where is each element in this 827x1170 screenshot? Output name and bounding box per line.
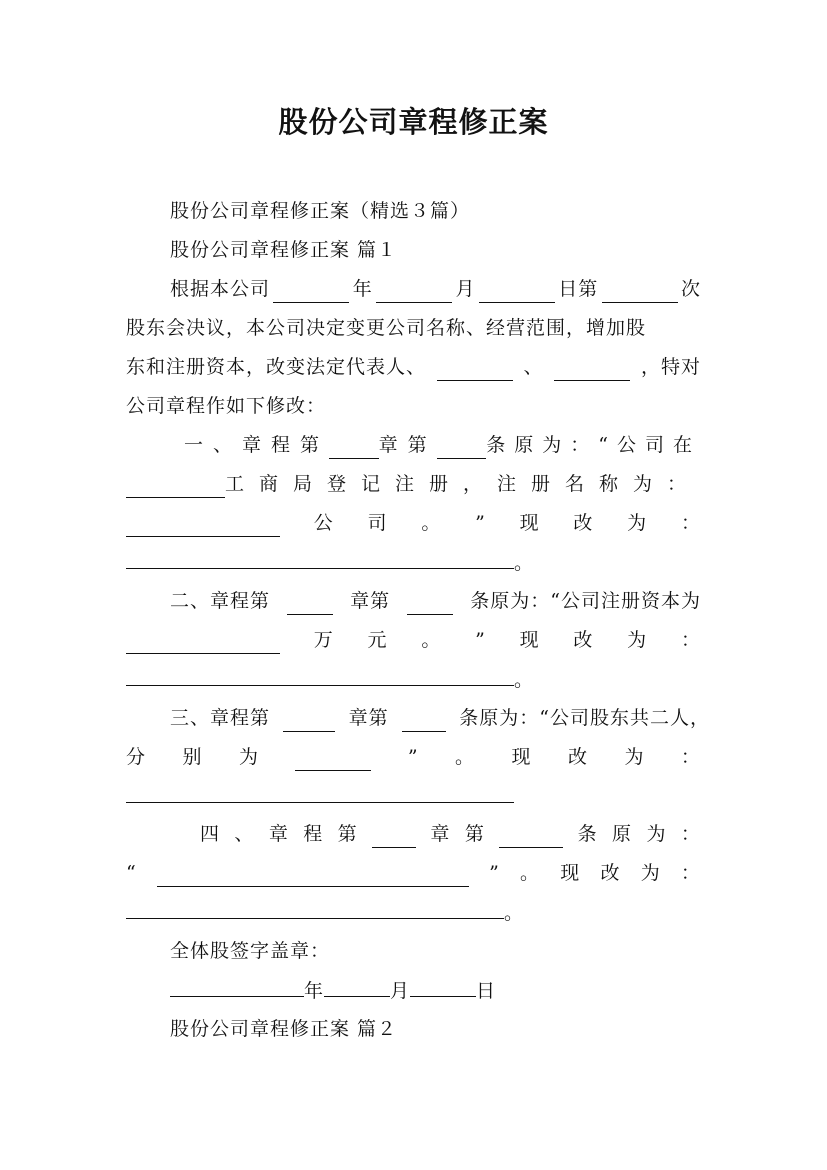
item-4-line-2 (126, 859, 701, 887)
blank-line (602, 282, 678, 303)
text: ” (475, 512, 486, 534)
text: 根据本公司 (170, 278, 271, 300)
paragraph-1-line-3 (126, 353, 701, 381)
text: 。 (514, 552, 535, 574)
text: ” (489, 862, 500, 884)
blank-line (126, 782, 514, 803)
blank-line (554, 360, 630, 381)
blank-line (402, 711, 446, 732)
blank-line (410, 976, 476, 997)
text: 程 (303, 823, 324, 845)
item-1-line-3 (126, 509, 701, 537)
text: 。 (514, 669, 535, 691)
text: 年 (352, 278, 373, 300)
text: 现 (519, 512, 540, 534)
text: 工商局登记注册，注册名称为： (224, 473, 701, 495)
text: 月 (455, 278, 476, 300)
item-1-line-4 (126, 548, 701, 577)
blank-line (407, 594, 453, 615)
text: 、 (523, 356, 544, 378)
text: 条 (577, 823, 598, 845)
item-1-line-1 (184, 431, 701, 459)
item-3-line-2 (126, 743, 701, 771)
blank-line (126, 516, 280, 537)
item-3-line-3 (126, 782, 701, 811)
blank-line (126, 633, 280, 654)
item-4-line-3 (126, 898, 701, 927)
text: 第 (337, 823, 358, 845)
text: 章第 (348, 707, 389, 729)
text: 改 (573, 512, 594, 534)
blank-line (170, 976, 304, 997)
blank-line (479, 282, 555, 303)
text: 条原为：“公司在 (486, 434, 701, 456)
heading-part-2: 股份公司章程修正案 篇２ (170, 1018, 398, 1040)
text: ： (680, 862, 701, 884)
item-2-line-1 (170, 587, 701, 615)
text: 为 (640, 862, 661, 884)
text: 三、章程第 (170, 707, 271, 729)
text: 章第 (350, 590, 391, 612)
blank-line (329, 438, 379, 459)
text: 现 (511, 746, 532, 768)
text: 。 (504, 902, 525, 924)
text: 司 (367, 512, 388, 534)
text: ” (475, 629, 486, 651)
text: 章第 (378, 434, 437, 456)
text: ： (680, 512, 701, 534)
text: 万 (313, 629, 334, 651)
text: 。 (421, 629, 442, 651)
text: 为 (627, 629, 648, 651)
text: 原 (612, 823, 633, 845)
text: 月 (390, 980, 411, 1002)
blank-line (126, 477, 225, 498)
text: 、 (234, 823, 255, 845)
text: 二、章程第 (170, 590, 271, 612)
text: 分 (126, 746, 147, 768)
text: ： (680, 746, 701, 768)
blank-line (273, 282, 349, 303)
text: 条原为：“公司股东共二人， (459, 707, 710, 729)
heading-part-1: 股份公司章程修正案 篇１ (170, 239, 398, 261)
blank-line (437, 438, 487, 459)
text: 改 (573, 629, 594, 651)
text: “ (126, 862, 137, 884)
text: 年 (304, 980, 325, 1002)
text: 次 (680, 278, 701, 300)
item-2-line-3 (126, 665, 701, 694)
blank-line (126, 548, 514, 569)
blank-line (437, 360, 513, 381)
text: 日第 (558, 278, 599, 300)
blank-line (287, 594, 333, 615)
paragraph-1-line-1 (170, 275, 701, 303)
text: 为 (627, 512, 648, 534)
text: 章 (268, 823, 289, 845)
item-2-line-2 (126, 626, 701, 654)
blank-line (376, 282, 452, 303)
blank-line (372, 827, 416, 848)
text: 。 (455, 746, 476, 768)
item-4-line-1 (200, 820, 701, 848)
text: 改 (567, 746, 588, 768)
blank-line (499, 827, 563, 848)
text: 。 (520, 862, 541, 884)
text: 东和注册资本，改变法定代表人、 (126, 356, 427, 378)
text: 四 (200, 823, 221, 845)
signature-label: 全体股签字盖章： (170, 940, 331, 962)
text: 元 (367, 629, 388, 651)
text: ，特对 (640, 356, 701, 378)
text: 第 (464, 823, 485, 845)
text: 改 (600, 862, 621, 884)
paragraph-1-line-2: 股东会决议，本公司决定变更公司名称、经营范围，增加股 (126, 317, 647, 339)
text: 为 (624, 746, 645, 768)
text: 章 (430, 823, 451, 845)
text: 条原为：“公司注册资本为 (470, 590, 701, 612)
blank-line (283, 711, 335, 732)
heading-selected: 股份公司章程修正案（精选３篇） (170, 200, 471, 222)
text: 。 (421, 512, 442, 534)
text: 日 (476, 980, 497, 1002)
signature-date (170, 976, 701, 1005)
blank-line (126, 898, 504, 919)
text: 一、章程第 (184, 434, 330, 456)
text: 现 (560, 862, 581, 884)
text: 别 (182, 746, 203, 768)
paragraph-1-line-4: 公司章程作如下修改： (126, 395, 327, 417)
text: 为 (646, 823, 667, 845)
blank-line (324, 976, 390, 997)
blank-line (157, 866, 469, 887)
text: ： (680, 823, 701, 845)
text: 公 (313, 512, 334, 534)
blank-line (126, 665, 514, 686)
item-1-line-2 (126, 470, 701, 498)
item-3-line-1 (170, 704, 710, 732)
text: 现 (519, 629, 540, 651)
document-title: 股份公司章程修正案 (278, 105, 549, 139)
text: ” (407, 746, 419, 768)
text: ： (680, 629, 701, 651)
blank-line (295, 750, 371, 771)
text: 为 (238, 746, 259, 768)
